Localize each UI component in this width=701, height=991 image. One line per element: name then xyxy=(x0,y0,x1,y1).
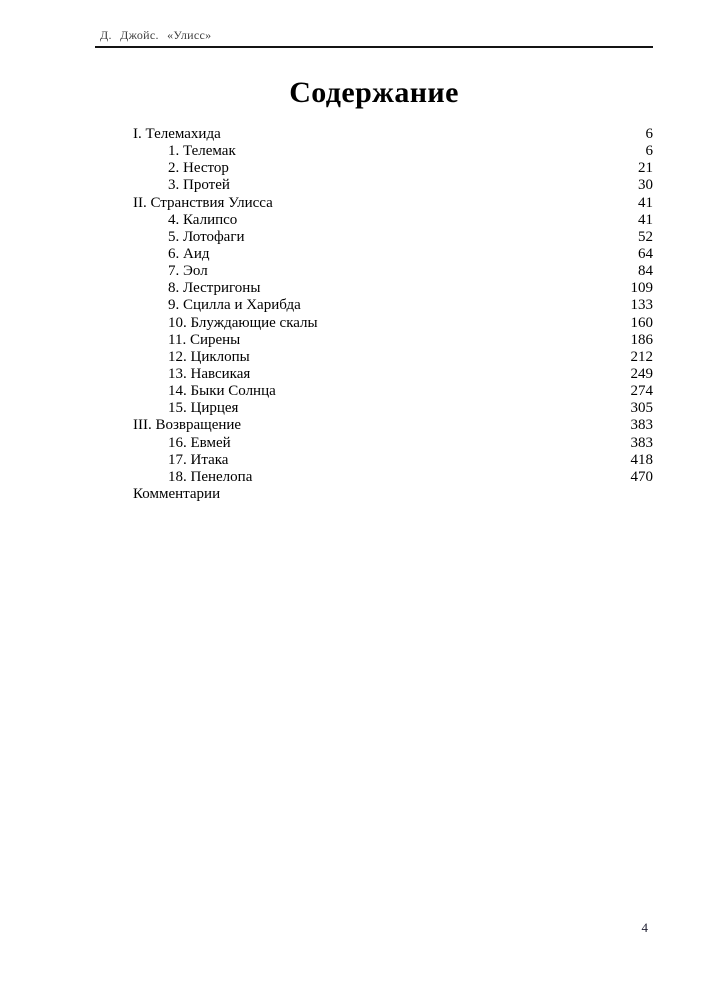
toc-entry-page: 109 xyxy=(630,280,653,297)
toc-entry xyxy=(95,435,653,452)
toc-entry xyxy=(95,263,653,280)
toc-entry-page: 133 xyxy=(630,297,653,314)
toc-entry-label: 5. Лотофаги xyxy=(168,228,245,245)
toc-entry-label: 1. Телемак xyxy=(168,143,236,160)
toc-entry-label: 13. Навсикая xyxy=(168,365,251,382)
toc-entry-page: 6 xyxy=(645,126,653,142)
toc-entry-page: 186 xyxy=(630,331,653,348)
toc-entry-label: 6. Аид xyxy=(168,245,210,262)
toc-entry-label: 18. Пенелопа xyxy=(168,468,253,485)
toc-entry xyxy=(95,332,653,349)
toc-entry xyxy=(95,486,653,503)
toc-entry-label: 2. Нестор xyxy=(168,160,229,177)
toc-entry-page: 418 xyxy=(630,451,653,468)
toc-entry xyxy=(95,383,653,400)
toc-entry xyxy=(95,177,653,194)
toc-entry-label: III. Возвращение xyxy=(133,417,242,434)
toc-entry-page: 21 xyxy=(638,160,653,177)
toc-entry xyxy=(95,469,653,486)
toc-entry-label: 15. Цирцея xyxy=(168,400,239,417)
toc-entry-label: Комментарии xyxy=(133,485,221,502)
toc-entry xyxy=(95,195,653,212)
toc-entry-page: 249 xyxy=(630,365,653,382)
toc-entry xyxy=(95,400,653,417)
toc-entry-page: 305 xyxy=(630,400,653,417)
toc-entry-label: 10. Блуждающие скалы xyxy=(168,314,318,331)
toc-entry-label: 11. Сирены xyxy=(168,331,241,348)
toc-entry-page: 383 xyxy=(630,434,653,451)
toc-entry-page: 470 xyxy=(630,468,653,485)
toc-entry-label: 16. Евмей xyxy=(168,434,231,451)
toc-entry-page: 160 xyxy=(630,314,653,331)
toc-entry-page: 41 xyxy=(638,194,653,211)
page-number: 4 xyxy=(641,920,648,935)
toc-entry xyxy=(95,366,653,383)
running-header: Д. Джойс. «Улисс» xyxy=(100,28,212,42)
toc-entry xyxy=(95,143,653,160)
toc-entry xyxy=(95,126,653,143)
toc-entry-label: 7. Эол xyxy=(168,263,208,280)
toc-entry-page: 41 xyxy=(638,211,653,228)
toc-entry-label: 9. Сцилла и Харибда xyxy=(168,297,301,314)
toc-entry-label: I. Телемахида xyxy=(133,126,221,142)
toc-entry xyxy=(95,315,653,332)
toc-entry-page: 64 xyxy=(638,245,653,262)
toc-entry-page: 84 xyxy=(638,263,653,280)
toc-entry-label: II. Странствия Улисса xyxy=(133,194,273,211)
toc-entry-label: 14. Быки Солнца xyxy=(168,383,276,400)
toc-entry xyxy=(95,229,653,246)
toc-entry xyxy=(95,246,653,263)
toc-entry-page: 52 xyxy=(638,228,653,245)
page-title: Содержание xyxy=(289,76,459,109)
toc-entry-label: 12. Циклопы xyxy=(168,348,250,365)
table-of-contents xyxy=(95,126,653,503)
toc-entry-page: 274 xyxy=(630,383,653,400)
toc-entry-label: 17. Итака xyxy=(168,451,229,468)
header-rule xyxy=(95,46,653,48)
toc-entry xyxy=(95,452,653,469)
toc-entry-page: 6 xyxy=(645,143,653,160)
toc-entry-page: 212 xyxy=(630,348,653,365)
toc-entry-label: 3. Протей xyxy=(168,177,230,194)
toc-entry xyxy=(95,280,653,297)
toc-entry-label: 4. Калипсо xyxy=(168,211,238,228)
toc-entry xyxy=(95,297,653,314)
toc-entry-page: 30 xyxy=(638,177,653,194)
toc-entry xyxy=(95,417,653,434)
toc-entry-page: 383 xyxy=(630,417,653,434)
toc-entry xyxy=(95,349,653,366)
toc-entry-label: 8. Лестригоны xyxy=(168,280,261,297)
toc-entry xyxy=(95,160,653,177)
toc-entry xyxy=(95,212,653,229)
